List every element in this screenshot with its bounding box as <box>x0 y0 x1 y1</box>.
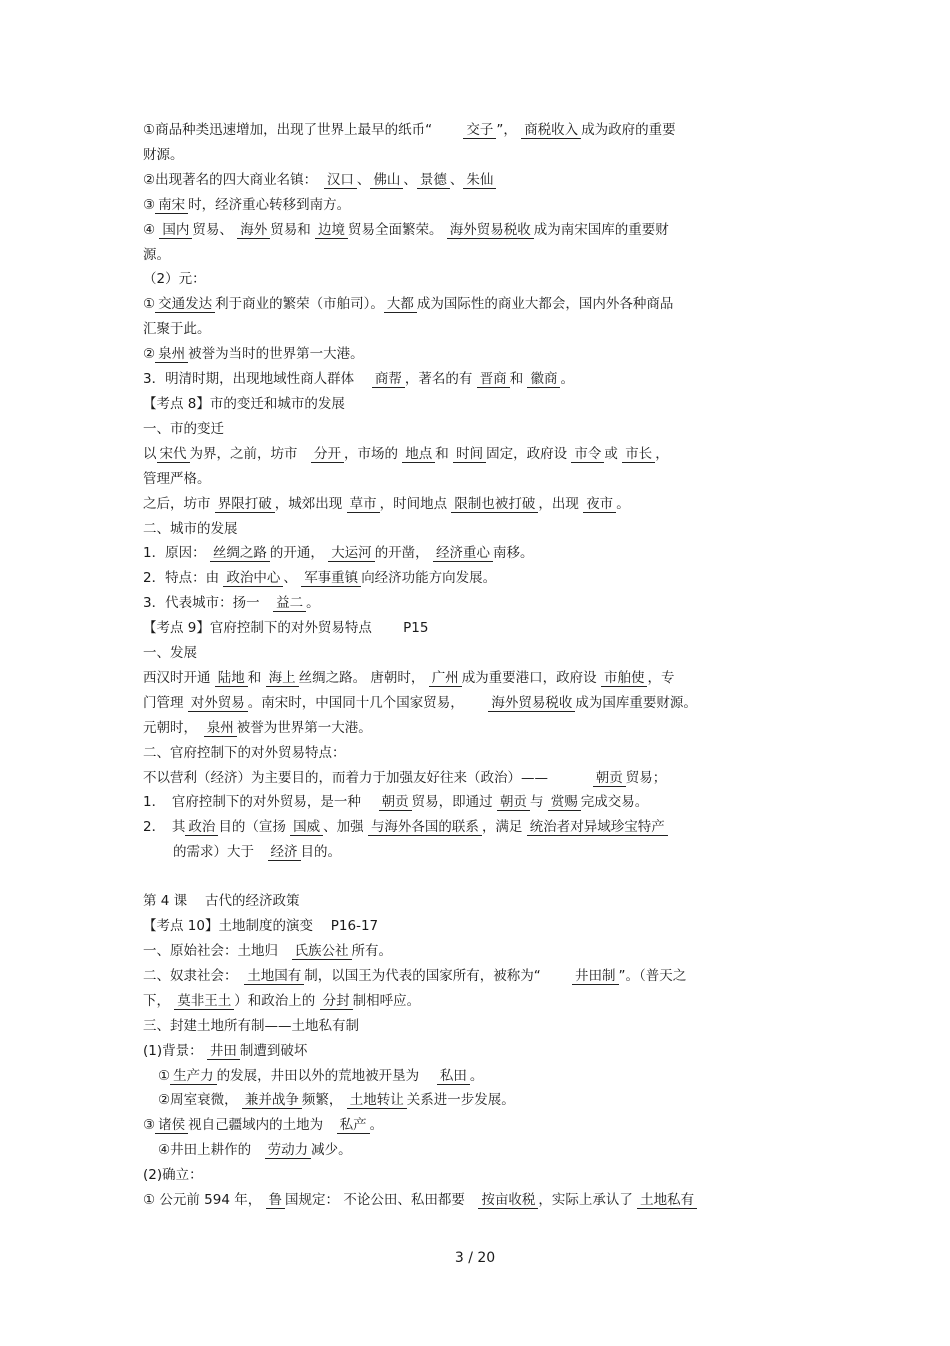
answer-blank: 泉州 <box>204 720 237 737</box>
text-line: 2． 其 政治 目的（宣扬 国威 、加强 与海外各国的联系 ，满足 统治者对异域珍宝特产 <box>143 815 813 840</box>
answer-blank: 赏赐 <box>548 794 581 811</box>
page-current: 3 <box>454 1250 464 1266</box>
text-line: 一、发展 <box>143 645 197 662</box>
answer-blank: 政治中心 <box>223 570 283 587</box>
text-line: 二、城市的发展 <box>143 520 238 537</box>
answer-blank: 土地转让 <box>347 1092 407 1109</box>
text-line: (1)背景： 井田 制遭到破坏 <box>143 1042 308 1059</box>
text-line: ③ 诸侯 视自己疆域内的土地为 私产 。 <box>143 1117 384 1134</box>
answer-blank: 广州 <box>429 670 462 687</box>
answer-blank: 朝贡 <box>497 794 530 811</box>
answer-blank: 土地私有 <box>637 1192 697 1209</box>
answer-blank: 海外 <box>237 222 270 239</box>
text-line: 一、市的变迁 <box>143 420 224 437</box>
answer-blank: 生产力 <box>170 1068 217 1085</box>
text-line: ③ 南宋 时，经济重心转移到南方。 <box>143 196 351 213</box>
text-line: ④ 国内 贸易、 海外 贸易和 边境 贸易全面繁荣。 海外贸易税收 成为南宋国库的重要财 <box>143 221 669 238</box>
answer-blank: 地点 <box>402 446 435 463</box>
answer-blank: 边境 <box>315 222 348 239</box>
answer-blank: 陆地 <box>215 670 248 687</box>
answer-blank: 市舶使 <box>601 670 648 687</box>
answer-blank: 井田 <box>207 1043 240 1060</box>
text-line: (2)确立： <box>143 1167 203 1184</box>
answer-blank: 朱仙 <box>463 172 496 189</box>
answer-blank: 佛山 <box>370 172 403 189</box>
text-line: ① 公元前 594 年， 鲁 国规定： 不论公田、私田都要 按亩收税 ，实际上承认了 土地私有 <box>143 1188 813 1213</box>
answer-blank: 国内 <box>159 222 192 239</box>
answer-blank: 汉口 <box>324 172 357 189</box>
answer-blank: 鲁 <box>266 1192 286 1209</box>
answer-blank: 交子 <box>463 122 496 139</box>
text-line: 二、奴隶社会： 土地国有 制，以国王为代表的国家所有，被称为“ 井田制 ”。（普天之 <box>143 967 687 984</box>
text-line: ① 交通发达 利于商业的繁荣（市舶司）。 大都 成为国际性的商业大都会，国内外各种商品 <box>143 296 674 313</box>
answer-blank: 诸侯 <box>155 1117 188 1134</box>
answer-blank: 经济 <box>268 844 301 861</box>
answer-blank: 私产 <box>337 1117 370 1134</box>
answer-blank: 私田 <box>437 1068 470 1085</box>
answer-blank: 井田制 <box>572 968 619 985</box>
answer-blank: 按亩收税 <box>478 1192 538 1209</box>
text-line: 源。 <box>143 246 170 263</box>
answer-blank: 分开 <box>311 446 344 463</box>
text-line: 二、官府控制下的对外贸易特点： <box>143 744 346 761</box>
text-line: 一、原始社会：土地归 氏族公社 所有。 <box>143 943 392 959</box>
text-line: 第 4 课 古代的经济政策 <box>143 893 300 910</box>
answer-blank: 大运河 <box>328 545 375 562</box>
answer-blank: 丝绸之路 <box>210 545 270 562</box>
answer-blank: 时间 <box>453 446 486 463</box>
answer-blank: 朝贡 <box>593 770 626 787</box>
text-line: ①商品种类迅速增加，出现了世界上最早的纸币“ 交子 ”， 商税收入 成为政府的重要 <box>143 122 676 138</box>
document-body <box>143 118 813 1213</box>
text-line: 三、封建土地所有制——土地私有制 <box>143 1017 359 1034</box>
page-total: 20 <box>477 1250 496 1266</box>
text-line: ④井田上耕作的 劳动力 减少。 <box>158 1142 352 1159</box>
answer-blank: 劳动力 <box>265 1142 312 1159</box>
page-separator: / <box>468 1250 473 1266</box>
answer-blank: 南宋 <box>155 197 188 214</box>
answer-blank: 政治 <box>185 819 218 836</box>
text-line: 下， 莫非王土 ）和政治上的 分封 制相呼应。 <box>143 992 421 1009</box>
answer-blank: 对外贸易 <box>188 695 248 712</box>
answer-blank: 商税收入 <box>521 122 581 139</box>
text-line: 门管理 对外贸易 。南宋时，中国同十几个国家贸易， 海外贸易税收 成为国库重要财源。 <box>143 694 697 711</box>
answer-blank: 益二 <box>273 595 306 612</box>
text-line: 元朝时， 泉州 被誉为世界第一大港。 <box>143 719 372 736</box>
text-line: 3．代表城市：扬一 益二 。 <box>143 595 320 612</box>
answer-blank: 土地国有 <box>244 968 304 985</box>
answer-blank: 与海外各国的联系 <box>368 819 482 836</box>
answer-blank: 交通发达 <box>155 296 215 313</box>
text-line: （2）元： <box>143 271 206 288</box>
text-line: 【考点 9】官府控制下的对外贸易特点 P15 <box>143 620 429 637</box>
answer-blank: 海外贸易税收 <box>447 222 534 239</box>
answer-blank: 市长 <box>622 446 655 463</box>
answer-blank: 兼并战争 <box>242 1092 302 1109</box>
text-line: ① 生产力 的发展，井田以外的荒地被开垦为 私田 。 <box>158 1067 484 1084</box>
text-line: 的需求）大于 经济 目的。 <box>173 844 341 861</box>
answer-blank: 国威 <box>290 819 323 836</box>
answer-blank: 限制也被打破 <box>451 496 538 513</box>
text-line: 【考点 10】土地制度的演变 P16-17 <box>143 918 379 935</box>
answer-blank: 海外贸易税收 <box>488 695 575 712</box>
text-line: ②周室衰微， 兼并战争 频繁， 土地转让 关系进一步发展。 <box>158 1092 515 1109</box>
answer-blank: 经济重心 <box>433 545 493 562</box>
answer-blank: 宋代 <box>157 446 190 463</box>
page-number <box>0 1250 950 1266</box>
text-line: 【考点 8】市的变迁和城市的发展 <box>143 395 345 412</box>
text-line: 3．明清时期，出现地域性商人群体 商帮 ，著名的有 晋商 和 徽商 。 <box>143 371 574 388</box>
answer-blank: 市令 <box>571 446 604 463</box>
answer-blank: 莫非王土 <box>174 993 234 1010</box>
answer-blank: 夜市 <box>583 496 616 513</box>
text-line: 1． 官府控制下的对外贸易，是一种 朝贡 贸易，即通过 朝贡 与 赏赐 完成交易。 <box>143 794 649 811</box>
answer-blank: 分封 <box>320 993 353 1010</box>
answer-blank: 氏族公社 <box>292 943 352 960</box>
answer-blank: 海上 <box>266 670 299 687</box>
answer-blank: 朝贡 <box>379 794 412 811</box>
text-line: 以 宋代 为界，之前，坊市 分开 ，市场的 地点 和 时间 固定，政府设 市令 或 市长 ， <box>143 445 669 462</box>
text-line: 汇聚于此。 <box>143 321 211 338</box>
text-line: ②出现著名的四大商业名镇： 汉口 、 佛山 、 景德 、 朱仙 <box>143 168 813 193</box>
text-line: 之后，坊市 界限打破 ，城郊出现 草市 ，时间地点 限制也被打破 ，出现 夜市 。 <box>143 495 630 512</box>
text-line: ② 泉州 被誉为当时的世界第一大港。 <box>143 346 364 363</box>
answer-blank: 大都 <box>384 296 417 313</box>
text-line: 不以营利（经济）为主要目的，而着力于加强友好往来（政治）—— 朝贡 贸易； <box>143 769 667 786</box>
text-line: 管理严格。 <box>143 470 211 487</box>
answer-blank: 徽商 <box>527 371 560 388</box>
answer-blank: 草市 <box>347 496 380 513</box>
text-line: 财源。 <box>143 146 184 163</box>
answer-blank: 统治者对异域珍宝特产 <box>527 819 668 836</box>
text-line: 西汉时开通 陆地 和 海上 丝绸之路。 唐朝时， 广州 成为重要港口，政府设 市舶使 ，专 <box>143 669 675 686</box>
answer-blank: 泉州 <box>155 346 188 363</box>
answer-blank: 景德 <box>417 172 450 189</box>
answer-blank: 商帮 <box>372 371 405 388</box>
text-line: 1．原因： 丝绸之路 的开通， 大运河 的开凿， 经济重心 南移。 <box>143 545 534 562</box>
answer-blank: 晋商 <box>477 371 510 388</box>
answer-blank: 军事重镇 <box>301 570 361 587</box>
text-line: 2．特点：由 政治中心 、 军事重镇 向经济功能方向发展。 <box>143 570 497 587</box>
answer-blank: 界限打破 <box>215 496 275 513</box>
